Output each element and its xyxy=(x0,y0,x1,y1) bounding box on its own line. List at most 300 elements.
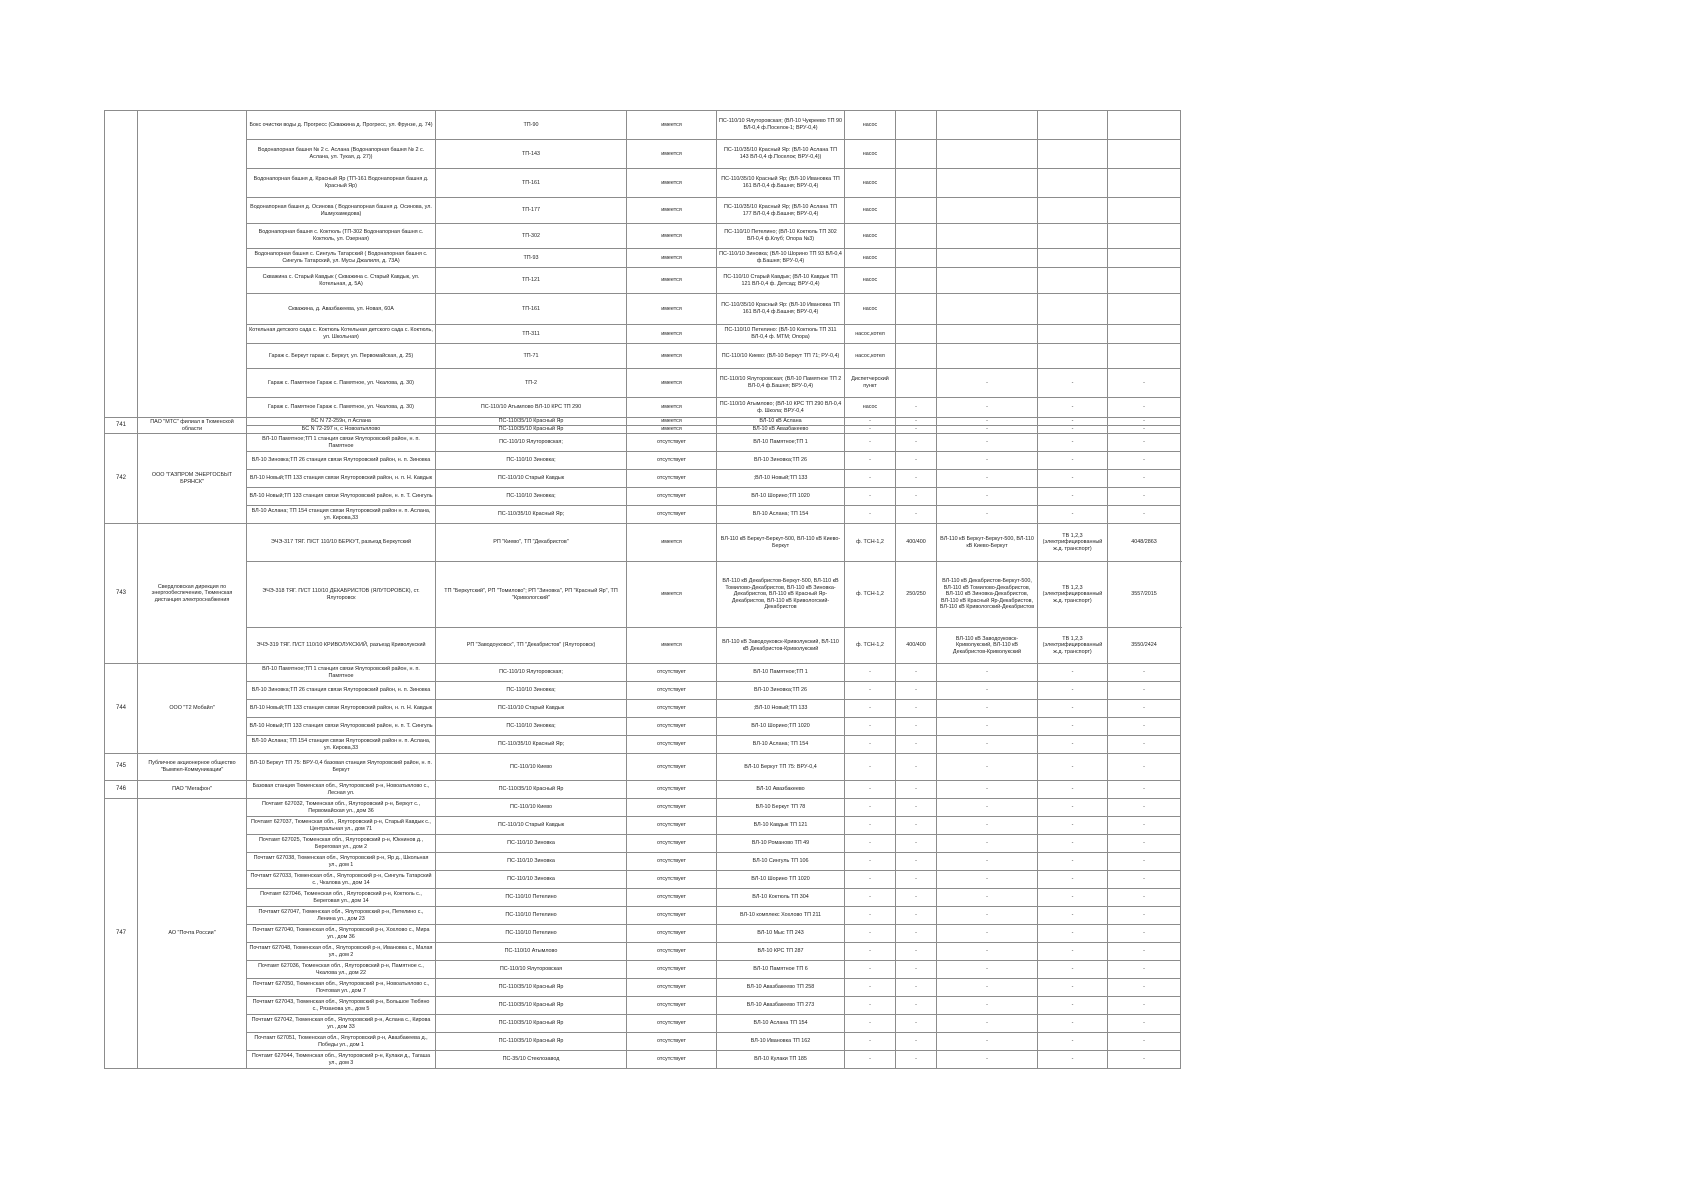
table-cell: - xyxy=(937,853,1038,871)
organization-cell: ООО "ГАЗПРОМ ЭНЕРГОСБЫТ БРЯНСК" xyxy=(138,434,247,524)
table-cell: ВЛ-10 Аслана; ТП 154 xyxy=(717,736,845,754)
table-cell: - xyxy=(1038,907,1108,925)
table-cell: ВЛ-10 Шорино ТП 1020 xyxy=(717,871,845,889)
table-cell: - xyxy=(845,434,896,452)
table-cell: имеется xyxy=(627,344,717,369)
table-cell: имеется xyxy=(627,198,717,224)
table-cell xyxy=(1108,140,1181,169)
table-cell: ВЛ-10 Новый;ТП 133 станция связи Ялуторовский район, н. п. Н. Кавдык xyxy=(247,700,436,718)
table-cell: - xyxy=(1108,369,1181,398)
table-cell xyxy=(896,111,937,140)
table-cell: - xyxy=(937,682,1038,700)
table-cell: отсутствует xyxy=(627,1033,717,1051)
table-cell: - xyxy=(896,907,937,925)
table-cell: имеется xyxy=(627,249,717,268)
table-cell: имеется xyxy=(627,169,717,198)
table-cell: - xyxy=(845,1033,896,1051)
table-cell: отсутствует xyxy=(627,754,717,781)
table-cell: ВЛ-10 Памятное ТП 6 xyxy=(717,961,845,979)
table-cell: - xyxy=(937,979,1038,997)
table-cell: - xyxy=(1108,1051,1181,1069)
table-cell xyxy=(1108,268,1181,294)
table-cell: ТВ 1,2,3 (электрифицированный ж.д. транспорт) xyxy=(1038,562,1108,628)
table-cell: - xyxy=(937,781,1038,799)
table-cell: - xyxy=(1038,961,1108,979)
table-cell: отсутствует xyxy=(627,889,717,907)
table-cell: - xyxy=(896,997,937,1015)
table-cell: ВЛ-10 Авазбакеево xyxy=(717,781,845,799)
table-cell: ;ВЛ-10 Новый;ТП 133 xyxy=(717,470,845,488)
table-cell: ТП "Беркутский", РП "Томилово"; РП "Зиновка", РП "Красный Яр", ТП "Кривологский" xyxy=(436,562,627,628)
table-cell xyxy=(937,111,1038,140)
table-cell: ВЛ-110 кВ Заводоуковск-Криволукский, ВЛ-110 кВ Декабристов-Криволукский xyxy=(937,628,1038,664)
table-cell: - xyxy=(937,754,1038,781)
table-cell: ПС-110/35/10 Красный Яр; (ВЛ-10 Аслана ТП 177 ВЛ-0,4 ф.Башня; ВРУ-0,4) xyxy=(717,198,845,224)
table-cell: - xyxy=(1038,979,1108,997)
table-cell xyxy=(1108,294,1181,325)
table-cell: ПС-110/10 Петелино xyxy=(436,907,627,925)
table-cell: - xyxy=(896,1033,937,1051)
table-cell xyxy=(896,169,937,198)
table-cell: - xyxy=(1038,925,1108,943)
table-cell: - xyxy=(845,799,896,817)
table-cell xyxy=(937,268,1038,294)
table-cell: Водонапорная башня с. Коктюль (ТП-302 Водонапорная башня с. Коктюль, ул. Озерная) xyxy=(247,224,436,249)
table-cell: ПС-110/35/10 Красный Яр xyxy=(436,1033,627,1051)
table-cell: ВЛ-10 комплекс Хохлово ТП 211 xyxy=(717,907,845,925)
table-cell: - xyxy=(845,664,896,682)
table-cell: ПС-110/35/10 Красный Яр; xyxy=(436,506,627,524)
table-cell: ПС-110/35/10 Красный Яр xyxy=(436,781,627,799)
table-cell: - xyxy=(896,889,937,907)
table-row xyxy=(105,369,1181,398)
group-number-cell: 744 xyxy=(105,664,138,754)
table-cell: ВЛ-110 кВ Декабристов-Беркут-500, ВЛ-110 кВ Томилово-Декабристов, ВЛ-110 кВ Зиновка-Декабристов, ВЛ-110 кВ Красный Яр-Декабристов, ВЛ-110 кВ Кривологский-Декабристов xyxy=(717,562,845,628)
table-cell: - xyxy=(845,871,896,889)
table-cell: - xyxy=(845,835,896,853)
table-cell: Скважина, д. Авазбакеева, ул. Новая, 60А xyxy=(247,294,436,325)
table-cell: ПС-110/10 Ялуторовская; (ВЛ-10 Чукреево ТП 90 ВЛ-0,4 ф.Поселок-1; ВРУ-0,4) xyxy=(717,111,845,140)
table-row xyxy=(105,470,1181,488)
table-cell: - xyxy=(1038,418,1108,426)
table-cell: отсутствует xyxy=(627,470,717,488)
table-cell: - xyxy=(1108,434,1181,452)
table-cell: ПС-110/10 Петелино xyxy=(436,925,627,943)
table-cell: ;ВЛ-10 Новый;ТП 133 xyxy=(717,700,845,718)
table-cell: ПС-110/10 Ялуторовская; xyxy=(436,664,627,682)
table-cell: имеется xyxy=(627,628,717,664)
table-cell: отсутствует xyxy=(627,781,717,799)
table-cell: ВЛ-10 Сингуль ТП 106 xyxy=(717,853,845,871)
table-cell: ВЛ-10 кВ Авазбакеево xyxy=(717,426,845,434)
table-row xyxy=(105,434,1181,452)
table-cell: ВЛ-10 Зиновка;ТП 26 xyxy=(717,452,845,470)
table-cell: ПС-110/35/10 Красный Яр xyxy=(436,426,627,434)
table-row xyxy=(105,488,1181,506)
table-cell: - xyxy=(1108,398,1181,418)
table-cell: насос xyxy=(845,224,896,249)
table-cell: отсутствует xyxy=(627,925,717,943)
table-cell: - xyxy=(845,997,896,1015)
table-cell: ПС-110/35/10 Красный Яр xyxy=(436,997,627,1015)
table-cell xyxy=(1108,249,1181,268)
table-cell: 3550/2424 xyxy=(1108,628,1181,664)
table-body xyxy=(105,111,1181,1069)
table-row xyxy=(105,871,1181,889)
table-row xyxy=(105,452,1181,470)
table-cell xyxy=(1108,198,1181,224)
table-cell: имеется xyxy=(627,426,717,434)
table-cell: ТП-121 xyxy=(436,268,627,294)
table-cell: ПС-110/10 Старый Кавдык xyxy=(436,817,627,835)
table-cell xyxy=(1038,294,1108,325)
table-cell: отсутствует xyxy=(627,871,717,889)
table-cell: - xyxy=(896,979,937,997)
table-cell: ВЛ-10 Кулаки ТП 185 xyxy=(717,1051,845,1069)
table-cell: - xyxy=(1108,943,1181,961)
table-cell: ВЛ-10 Авазбакеево ТП 273 xyxy=(717,997,845,1015)
table-cell: - xyxy=(845,979,896,997)
table-cell: ПС-110/35/10 Красный Яр: (ВЛ-10 Ивановка ТП 161 ВЛ-0,4 ф.Башня; ВРУ-0,4) xyxy=(717,294,845,325)
organization-cell: ПАО "МТС" филиал в Тюменской области xyxy=(138,418,247,434)
table-cell: Почтамт 627046, Тюменская обл., Ялуторовский р-н, Коктюль с., Береговая ул., дом 14 xyxy=(247,889,436,907)
table-row xyxy=(105,979,1181,997)
table-cell: - xyxy=(1108,754,1181,781)
table-cell: - xyxy=(845,426,896,434)
table-cell: ТП-90 xyxy=(436,111,627,140)
table-cell: ВЛ-10 Зиновка;ТП 26 станция связи Ялуторовский район, н. п. Зиновка xyxy=(247,682,436,700)
table-cell: Водонапорная башня д. Красный Яр (ТП-161 Водонапорная башня д. Красный Яр) xyxy=(247,169,436,198)
table-cell: ВЛ-10 Аслана; ТП 154 xyxy=(717,506,845,524)
table-cell: - xyxy=(1108,418,1181,426)
table-cell xyxy=(896,249,937,268)
group-number-cell: 741 xyxy=(105,418,138,434)
table-cell: - xyxy=(1038,700,1108,718)
table-cell: - xyxy=(1038,426,1108,434)
table-cell: ВЛ-10 Ивановка ТП 162 xyxy=(717,1033,845,1051)
table-cell: отсутствует xyxy=(627,1051,717,1069)
table-cell: отсутствует xyxy=(627,997,717,1015)
table-cell: ПС-110/35/10 Красный Яр xyxy=(436,979,627,997)
table-cell: - xyxy=(937,799,1038,817)
table-cell xyxy=(1108,111,1181,140)
table-cell: отсутствует xyxy=(627,907,717,925)
table-cell: отсутствует xyxy=(627,979,717,997)
table-cell: - xyxy=(1108,718,1181,736)
table-cell: - xyxy=(937,398,1038,418)
table-cell: - xyxy=(845,889,896,907)
table-cell: - xyxy=(1108,426,1181,434)
table-cell: - xyxy=(1108,961,1181,979)
table-cell: - xyxy=(896,817,937,835)
table-cell: насос xyxy=(845,140,896,169)
table-cell: - xyxy=(845,907,896,925)
table-row xyxy=(105,169,1181,198)
table-cell xyxy=(1038,140,1108,169)
table-cell: - xyxy=(1108,799,1181,817)
table-cell: - xyxy=(1038,997,1108,1015)
table-cell: - xyxy=(937,925,1038,943)
table-cell: - xyxy=(845,736,896,754)
table-cell: ВЛ-10 Шорино;ТП 1020 xyxy=(717,718,845,736)
table-cell: - xyxy=(937,664,1038,682)
table-row xyxy=(105,628,1181,664)
table-cell: имеется xyxy=(627,140,717,169)
table-cell: - xyxy=(1038,781,1108,799)
group-number-cell: 742 xyxy=(105,434,138,524)
table-cell: - xyxy=(845,781,896,799)
table-cell: - xyxy=(937,817,1038,835)
group-number-cell: 743 xyxy=(105,524,138,664)
table-cell: Почтамт 627038, Тюменская обл., Ялуторовский р-н, Яр д., Школьная ул., дом 1 xyxy=(247,853,436,871)
table-cell xyxy=(1038,249,1108,268)
table-cell xyxy=(1038,224,1108,249)
table-cell xyxy=(937,294,1038,325)
table-cell: - xyxy=(845,1051,896,1069)
table-cell: ВЛ-10 Зиновка;ТП 26 станция связи Ялуторовский район, н. п. Зиновка xyxy=(247,452,436,470)
table-cell xyxy=(1108,169,1181,198)
table-cell: - xyxy=(896,470,937,488)
table-cell: - xyxy=(937,997,1038,1015)
table-cell: ВЛ-10 Романово ТП 49 xyxy=(717,835,845,853)
table-cell: отсутствует xyxy=(627,718,717,736)
table-cell: ПС-110/35/10 Красный Яр; (ВЛ-10 Ивановка ТП 161 ВЛ-0,4 ф.Башня; ВРУ-0,4) xyxy=(717,169,845,198)
table-cell: Почтамт 627042, Тюменская обл., Ялуторовский р-н, Аслана с., Кирова ул., дом 33 xyxy=(247,1015,436,1033)
table-cell: Базовая станция Тюменская обл., Ялуторовский р-н, Новоатьялово с., Лесная ул. xyxy=(247,781,436,799)
table-cell: РП "Заводоуковск", ТП "Декабристов" (Ялуторовск) xyxy=(436,628,627,664)
table-cell: - xyxy=(896,961,937,979)
table-cell: имеется xyxy=(627,418,717,426)
table-cell: отсутствует xyxy=(627,506,717,524)
table-cell: отсутствует xyxy=(627,736,717,754)
table-cell: Почтамт 627036, Тюменская обл., Ялуторовский р-н, Памятное с., Чкалова ул., дом 22 xyxy=(247,961,436,979)
table-cell: - xyxy=(937,718,1038,736)
table-row xyxy=(105,506,1181,524)
table-cell: - xyxy=(896,1051,937,1069)
table-cell: ПС-110/10 Зиновка; xyxy=(436,682,627,700)
table-cell: ф. ТСН-1,2 xyxy=(845,524,896,562)
table-cell: имеется xyxy=(627,398,717,418)
table-cell: отсутствует xyxy=(627,452,717,470)
table-cell: ПС-110/10 Старый Кавдык xyxy=(436,700,627,718)
table-cell: отсутствует xyxy=(627,835,717,853)
table-cell: Почтамт 627050, Тюменская обл., Ялуторовский р-н, Новоатьялово с., Почтовая ул., дом 7 xyxy=(247,979,436,997)
table-row xyxy=(105,781,1181,799)
table-cell: Почтамт 627025, Тюменская обл., Ялуторовский р-н, Юкнинов д., Береговая ул., дом 2 xyxy=(247,835,436,853)
table-cell: - xyxy=(937,1015,1038,1033)
table-cell: ПС-110/10 Петелино: (ВЛ-10 Коктюль ТП 311 ВЛ-0,4 ф. МТМ; Опора) xyxy=(717,325,845,344)
table-cell: ПС-110/10 Зиновка xyxy=(436,835,627,853)
table-cell: ЭЧЭ-319 ТЯГ. П/СТ 110/10 КРИВОЛУКСКИЙ, разъезд Криволукский xyxy=(247,628,436,664)
table-cell: ВЛ-10 Аслана; ТП 154 станция связи Ялуторовский район н. п. Аслана, ул. Кирова,33 xyxy=(247,736,436,754)
table-cell: - xyxy=(896,1015,937,1033)
table-cell xyxy=(896,268,937,294)
table-row xyxy=(105,961,1181,979)
table-cell: - xyxy=(1038,943,1108,961)
table-row xyxy=(105,198,1181,224)
table-cell: Скважина с. Старый Кавдык ( Скважина с. Старый Кавдык, ул. Котельная, д. 5А) xyxy=(247,268,436,294)
table-row xyxy=(105,853,1181,871)
table-cell: ВЛ-10 Новый;ТП 133 станция связи Ялуторовский район, н. п. Н. Кавдык xyxy=(247,470,436,488)
table-cell: - xyxy=(937,736,1038,754)
table-cell: - xyxy=(1108,835,1181,853)
table-cell: ПС-110/10 Зиновка; xyxy=(436,718,627,736)
table-cell: - xyxy=(1108,907,1181,925)
table-cell: ф. ТСН-1,2 xyxy=(845,628,896,664)
table-cell: ВЛ-10 Аслана; ТП 154 станция связи Ялуторовский район н. п. Аслана, ул. Кирова,33 xyxy=(247,506,436,524)
table-row xyxy=(105,817,1181,835)
table-cell: отсутствует xyxy=(627,961,717,979)
table-cell: Водонапорная башня д. Осинова ( Водонапорная башня д. Осинова, ул. Ишмухамедова) xyxy=(247,198,436,224)
table-cell: имеется xyxy=(627,294,717,325)
table-row xyxy=(105,398,1181,418)
table-cell: ВЛ-10 Памятное;ТП 1 станция связи Ялуторовский район, н. п. Памятное xyxy=(247,434,436,452)
table-cell xyxy=(896,198,937,224)
table-cell: отсутствует xyxy=(627,664,717,682)
table-cell: ЭЧЭ-318 ТЯГ. П/СТ 110/10 ДЕКАБРИСТОВ (ЯЛУТОРОВСК), ст. Ялуторовск xyxy=(247,562,436,628)
table-cell: ПС-110/10 Киево xyxy=(436,754,627,781)
table-cell: Гараж с. Памятное Гараж с. Памятное, ул. Чкалова, д. 30) xyxy=(247,369,436,398)
table-cell: РП "Киево", ТП "Декабристов" xyxy=(436,524,627,562)
table-cell: ПС-110/10 Зиновка xyxy=(436,853,627,871)
table-cell: ПС-110/10 Киево xyxy=(436,799,627,817)
table-cell: ВЛ-110 кВ Беркут-Беркут-500, ВЛ-110 кВ Киево-Беркут xyxy=(717,524,845,562)
table-row xyxy=(105,418,1181,426)
table-cell: ВЛ-110 кВ Беркут-Беркут-500, ВЛ-110 кВ Киево-Беркут xyxy=(937,524,1038,562)
table-cell: - xyxy=(1038,682,1108,700)
table-cell: ПС-110/10 Ялуторовская; xyxy=(436,434,627,452)
table-cell: имеется xyxy=(627,268,717,294)
table-cell xyxy=(896,325,937,344)
table-cell: отсутствует xyxy=(627,817,717,835)
table-cell: ВЛ-10 Памятное;ТП 1 станция связи Ялуторовский район, н. п. Памятное xyxy=(247,664,436,682)
table-cell: ПС-110/10 Зиновка xyxy=(436,871,627,889)
table-cell: ВЛ-10 Коктюль ТП 304 xyxy=(717,889,845,907)
table-row xyxy=(105,754,1181,781)
table-cell: - xyxy=(845,506,896,524)
table-row xyxy=(105,700,1181,718)
table-cell: отсутствует xyxy=(627,1015,717,1033)
table-cell: - xyxy=(845,718,896,736)
table-cell: Бокс очистки воды д. Прогресс (Скважина д. Прогресс, ул. Фрунзе, д. 74) xyxy=(247,111,436,140)
table-row xyxy=(105,1015,1181,1033)
table-cell: - xyxy=(896,781,937,799)
table-row xyxy=(105,736,1181,754)
table-cell xyxy=(1038,268,1108,294)
table-cell: ВЛ-10 Памятное;ТП 1 xyxy=(717,434,845,452)
table-cell: ТВ 1,2,3 (электрифицированный ж.д. транспорт) xyxy=(1038,628,1108,664)
table-cell: ВЛ-10 Аслана ТП 154 xyxy=(717,1015,845,1033)
table-cell: ПС-110/10 Атымлово; (ВЛ-10 КРС ТП 290 ВЛ-0,4 ф. Школа; ВРУ-0,4 xyxy=(717,398,845,418)
table-cell: насос xyxy=(845,268,896,294)
table-cell: Почтамт 627048, Тюменская обл., Ялуторовский р-н, Ивановка с., Малая ул., дом 2 xyxy=(247,943,436,961)
table-cell: - xyxy=(1038,736,1108,754)
table-row xyxy=(105,224,1181,249)
table-cell: насос,котел xyxy=(845,325,896,344)
table-cell: - xyxy=(896,700,937,718)
table-cell: ПС-110/10 Зиновка; (ВЛ-10 Шорино ТП 93 ВЛ-0,4 ф.Башня; ВРУ-0,4) xyxy=(717,249,845,268)
table-cell: насос xyxy=(845,111,896,140)
table-cell: БС N 72-259н, п Аслана xyxy=(247,418,436,426)
table-cell: отсутствует xyxy=(627,434,717,452)
table-cell: 400/400 xyxy=(896,628,937,664)
group-number-cell xyxy=(105,111,138,418)
table-cell xyxy=(896,224,937,249)
table-cell: ПС-110/10 Атымлово ВЛ-10 КРС ТП 290 xyxy=(436,398,627,418)
table-cell: - xyxy=(896,398,937,418)
organization-cell: АО "Почта России" xyxy=(138,799,247,1069)
table-cell: ПС-110/10 Атымлово xyxy=(436,943,627,961)
table-cell: - xyxy=(1108,488,1181,506)
table-cell: ПС-110/35/10 Красный Яр: (ВЛ-10 Аслана ТП 143 ВЛ-0,4 ф.Поселок; ВРУ-0,4)) xyxy=(717,140,845,169)
table-row xyxy=(105,925,1181,943)
table-cell: - xyxy=(937,1033,1038,1051)
table-cell xyxy=(937,344,1038,369)
table-row xyxy=(105,426,1181,434)
table-cell: ПС-110/35/10 Красный Яр xyxy=(436,1015,627,1033)
table-cell xyxy=(937,325,1038,344)
table-cell: отсутствует xyxy=(627,700,717,718)
table-row xyxy=(105,294,1181,325)
table-cell: 3557/2015 xyxy=(1108,562,1181,628)
table-cell: - xyxy=(845,488,896,506)
table-cell: - xyxy=(845,925,896,943)
table-cell: ПС-110/10 Старый Кавдык; (ВЛ-10 Кавдык ТП 121 ВЛ-0,4 ф. Детсад; ВРУ-0,4) xyxy=(717,268,845,294)
table-cell: ф. ТСН-1,2 xyxy=(845,562,896,628)
table-cell: - xyxy=(845,452,896,470)
table-cell: - xyxy=(937,907,1038,925)
table-cell: Почтамт 627044, Тюменская обл., Ялуторовский р-н, Кулаки д., Тагаша ул., дом 3 xyxy=(247,1051,436,1069)
table-cell xyxy=(1038,111,1108,140)
table-cell: - xyxy=(937,418,1038,426)
table-cell: - xyxy=(937,434,1038,452)
table-row xyxy=(105,524,1181,562)
table-cell: Почтамт 627051, Тюменская обл., Ялуторовский р-н, Авазбакеева д., Победы ул., дом 1 xyxy=(247,1033,436,1051)
table-cell: насос xyxy=(845,294,896,325)
table-cell xyxy=(896,369,937,398)
group-number-cell: 747 xyxy=(105,799,138,1069)
table-cell: ПС-110/10 Зиновка; xyxy=(436,488,627,506)
table-cell: - xyxy=(1108,470,1181,488)
table-row xyxy=(105,799,1181,817)
table-cell: ПС-110/10 Старый Кавдык xyxy=(436,470,627,488)
table-cell: отсутствует xyxy=(627,943,717,961)
table-cell: - xyxy=(896,799,937,817)
table-cell: - xyxy=(896,664,937,682)
table-cell xyxy=(896,294,937,325)
organization-cell xyxy=(138,111,247,418)
table-cell: - xyxy=(845,470,896,488)
table-cell xyxy=(1038,169,1108,198)
table-cell: Почтамт 627032, Тюменская обл., Ялуторовский р-н, Беркут с., Первомайская ул., дом 36 xyxy=(247,799,436,817)
table-cell: - xyxy=(1038,799,1108,817)
table-cell: - xyxy=(1038,754,1108,781)
table-cell: - xyxy=(937,426,1038,434)
group-number-cell: 746 xyxy=(105,781,138,799)
table-cell: - xyxy=(1038,853,1108,871)
table-cell: ВЛ-10 Беркут ТП 75: ВРУ-0,4 xyxy=(717,754,845,781)
table-cell: Гараж с. Беркут гараж с. Беркут, ул. Первомайская, д. 25) xyxy=(247,344,436,369)
table-cell: ВЛ-110 кВ Заводоуковск-Криволукский, ВЛ-110 кВ Декабристов-Криволукский xyxy=(717,628,845,664)
table-cell: отсутствует xyxy=(627,682,717,700)
table-cell: ПС-110/10 Петелино; (ВЛ-10 Коктюль ТП 302 ВЛ-0,4 ф.Клуб; Опора №3) xyxy=(717,224,845,249)
table-cell: - xyxy=(1038,452,1108,470)
table-cell: БС N 72-297 н, с Новоатьялово xyxy=(247,426,436,434)
table-cell: - xyxy=(896,426,937,434)
table-cell: 4048/2863 xyxy=(1108,524,1181,562)
table-cell: - xyxy=(1038,889,1108,907)
table-cell: - xyxy=(1108,506,1181,524)
